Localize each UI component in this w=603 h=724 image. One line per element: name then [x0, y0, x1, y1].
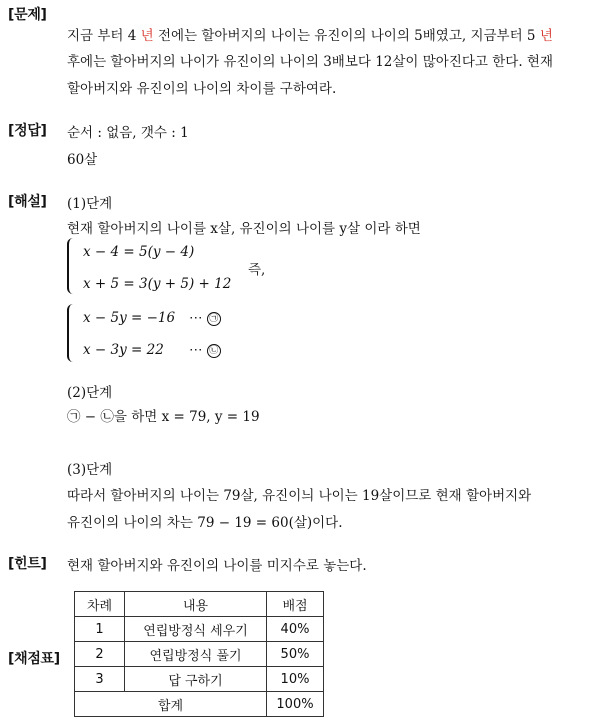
solution-intro: 현재 할아버지의 나이를 x살, 유진이의 나이를 y살 이라 하면 [67, 221, 421, 237]
rubric-cell: 3 [75, 667, 125, 692]
hint-text: 현재 할아버지와 유진이의 나이를 미지수로 놓는다. [67, 558, 367, 574]
equation-system-1 [67, 236, 307, 296]
brace-1 [67, 238, 77, 294]
rubric-cell: 답 구하기 [125, 667, 267, 692]
rubric-header-content: 내용 [125, 592, 267, 617]
circled-mark-1: ㉠ [207, 312, 221, 326]
rubric-cell: 연립방정식 세우기 [125, 617, 267, 642]
answer-label: [정답] [8, 123, 47, 139]
rubric-row [75, 642, 324, 667]
answer-line-2: 60살 [67, 152, 98, 168]
rubric-cell: 50% [267, 642, 324, 667]
rubric-cell: 2 [75, 642, 125, 667]
solution-label: [해설] [8, 194, 47, 210]
rubric-cell: 10% [267, 667, 324, 692]
rubric-header-order: 차례 [75, 592, 125, 617]
equation-system-2 [67, 302, 307, 364]
equation-2: x + 5 = 3(y + 5) + 12 [83, 276, 232, 292]
equation-3-mark: ⋯ ㉠ [189, 310, 221, 326]
solution-step-2-text: ㉠ − ㉡을 하면 x = 79, y = 19 [67, 409, 260, 425]
equation-1: x − 4 = 5(y − 4) [83, 244, 195, 260]
rubric-row [75, 667, 324, 692]
rubric-cell: 40% [267, 617, 324, 642]
circled-mark-2: ㉡ [207, 344, 221, 358]
equation-3: x − 5y = −16 [83, 310, 176, 326]
rubric-header-score: 배점 [267, 592, 324, 617]
hint-label: [힌트] [8, 556, 47, 572]
solution-step-2: (2)단계 [67, 385, 113, 401]
equation-4-mark: ⋯ ㉡ [189, 342, 221, 358]
rubric-label: [채점표] [8, 651, 60, 667]
rubric-total-label: 합계 [75, 692, 267, 717]
therefore-text: 즉, [248, 262, 266, 278]
rubric-total-row [75, 692, 324, 717]
answer-line-1: 순서 : 없음, 갯수 : 1 [67, 125, 189, 141]
solution-step-3-line-2: 유진이의 나이의 차는 79 − 19 = 60(살)이다. [67, 515, 343, 531]
solution-step-3: (3)단계 [67, 462, 113, 478]
problem-line-3: 할아버지와 유진이의 나이의 차이를 구하여라. [67, 81, 337, 97]
solution-step-1: (1)단계 [67, 196, 113, 212]
problem-line-1: 지금 부터 4 년 전에는 할아버지의 나이는 유진이의 나이의 5배였고, 지금부터 5 년 [67, 28, 553, 44]
rubric-row [75, 617, 324, 642]
rubric-table [74, 591, 324, 717]
problem-line-2: 후에는 할아버지의 나이가 유진이의 나이의 3배보다 12살이 많아진다고 한다. 현재 [67, 54, 553, 70]
problem-label: [문제] [8, 7, 47, 23]
rubric-header-row [75, 592, 324, 617]
brace-2 [67, 304, 77, 362]
rubric-cell: 1 [75, 617, 125, 642]
rubric-total-value: 100% [267, 692, 324, 717]
equation-4: x − 3y = 22 [83, 342, 164, 358]
rubric-cell: 연립방정식 풀기 [125, 642, 267, 667]
solution-step-3-line-1: 따라서 할아버지의 나이는 79살, 유진이늬 나이는 19살이므로 현재 할아버지와 [67, 488, 532, 504]
